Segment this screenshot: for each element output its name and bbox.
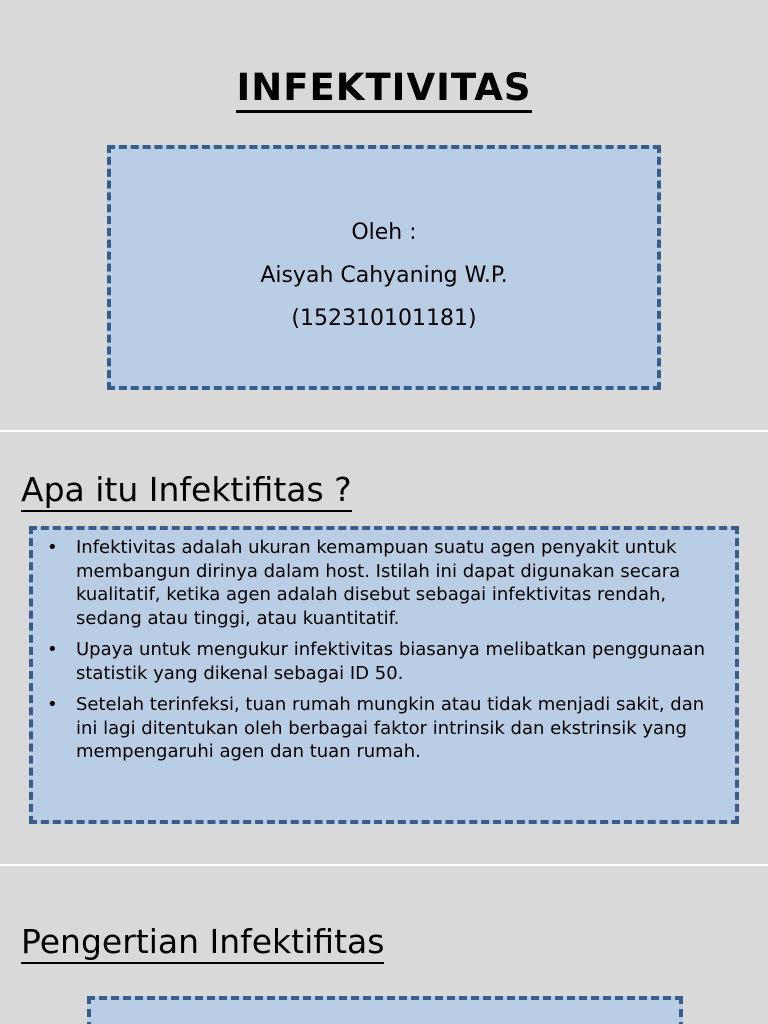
bullet-item <box>47 693 727 764</box>
title-text: INFEKTIVITAS <box>236 66 531 113</box>
bullet-dot: • <box>47 639 58 660</box>
author-block <box>111 211 657 340</box>
bullet-text: Setelah terinfeksi, tuan rumah mungkin atau tidak menjadi sakit, dan ini lagi ditentukan oleh berbagai faktor intrinsik dan ekstrinsik yang mempengaruhi agen dan tuan rumah. <box>76 694 705 762</box>
slide-2-heading-text: Apa itu Infektifitas ? <box>21 470 352 512</box>
definition-box <box>29 526 739 824</box>
slide-definition <box>0 432 768 864</box>
slide-3-heading-text: Pengertian Infektifitas <box>21 922 384 964</box>
bullet-dot: • <box>47 694 58 715</box>
bullet-dot: • <box>47 537 58 558</box>
meaning-box <box>87 996 683 1024</box>
author-box <box>107 145 661 390</box>
author-name: Aisyah Cahyaning W.P. <box>260 263 508 288</box>
author-id: (152310101181) <box>291 306 477 331</box>
slide-meaning <box>0 866 768 1024</box>
slide-title-heading <box>0 66 768 109</box>
slide-2-heading <box>21 470 352 509</box>
bullet-text: Infektivitas adalah ukuran kemampuan suatu agen penyakit untuk membangun dirinya dalam host. Istilah ini dapat digunakan secara kualitatif, ketika agen adalah disebut sebagai infektivitas rendah, sedang atau tinggi, atau kuantitatif. <box>76 537 681 629</box>
slide-title <box>0 0 768 430</box>
bullet-list <box>47 536 727 772</box>
bullet-item <box>47 536 727 630</box>
slide-3-heading <box>21 922 384 961</box>
bullet-item <box>47 638 727 685</box>
bullet-text: Upaya untuk mengukur infektivitas biasanya melibatkan penggunaan statistik yang dikenal sebagai ID 50. <box>76 639 705 684</box>
author-by-label: Oleh : <box>351 220 417 245</box>
